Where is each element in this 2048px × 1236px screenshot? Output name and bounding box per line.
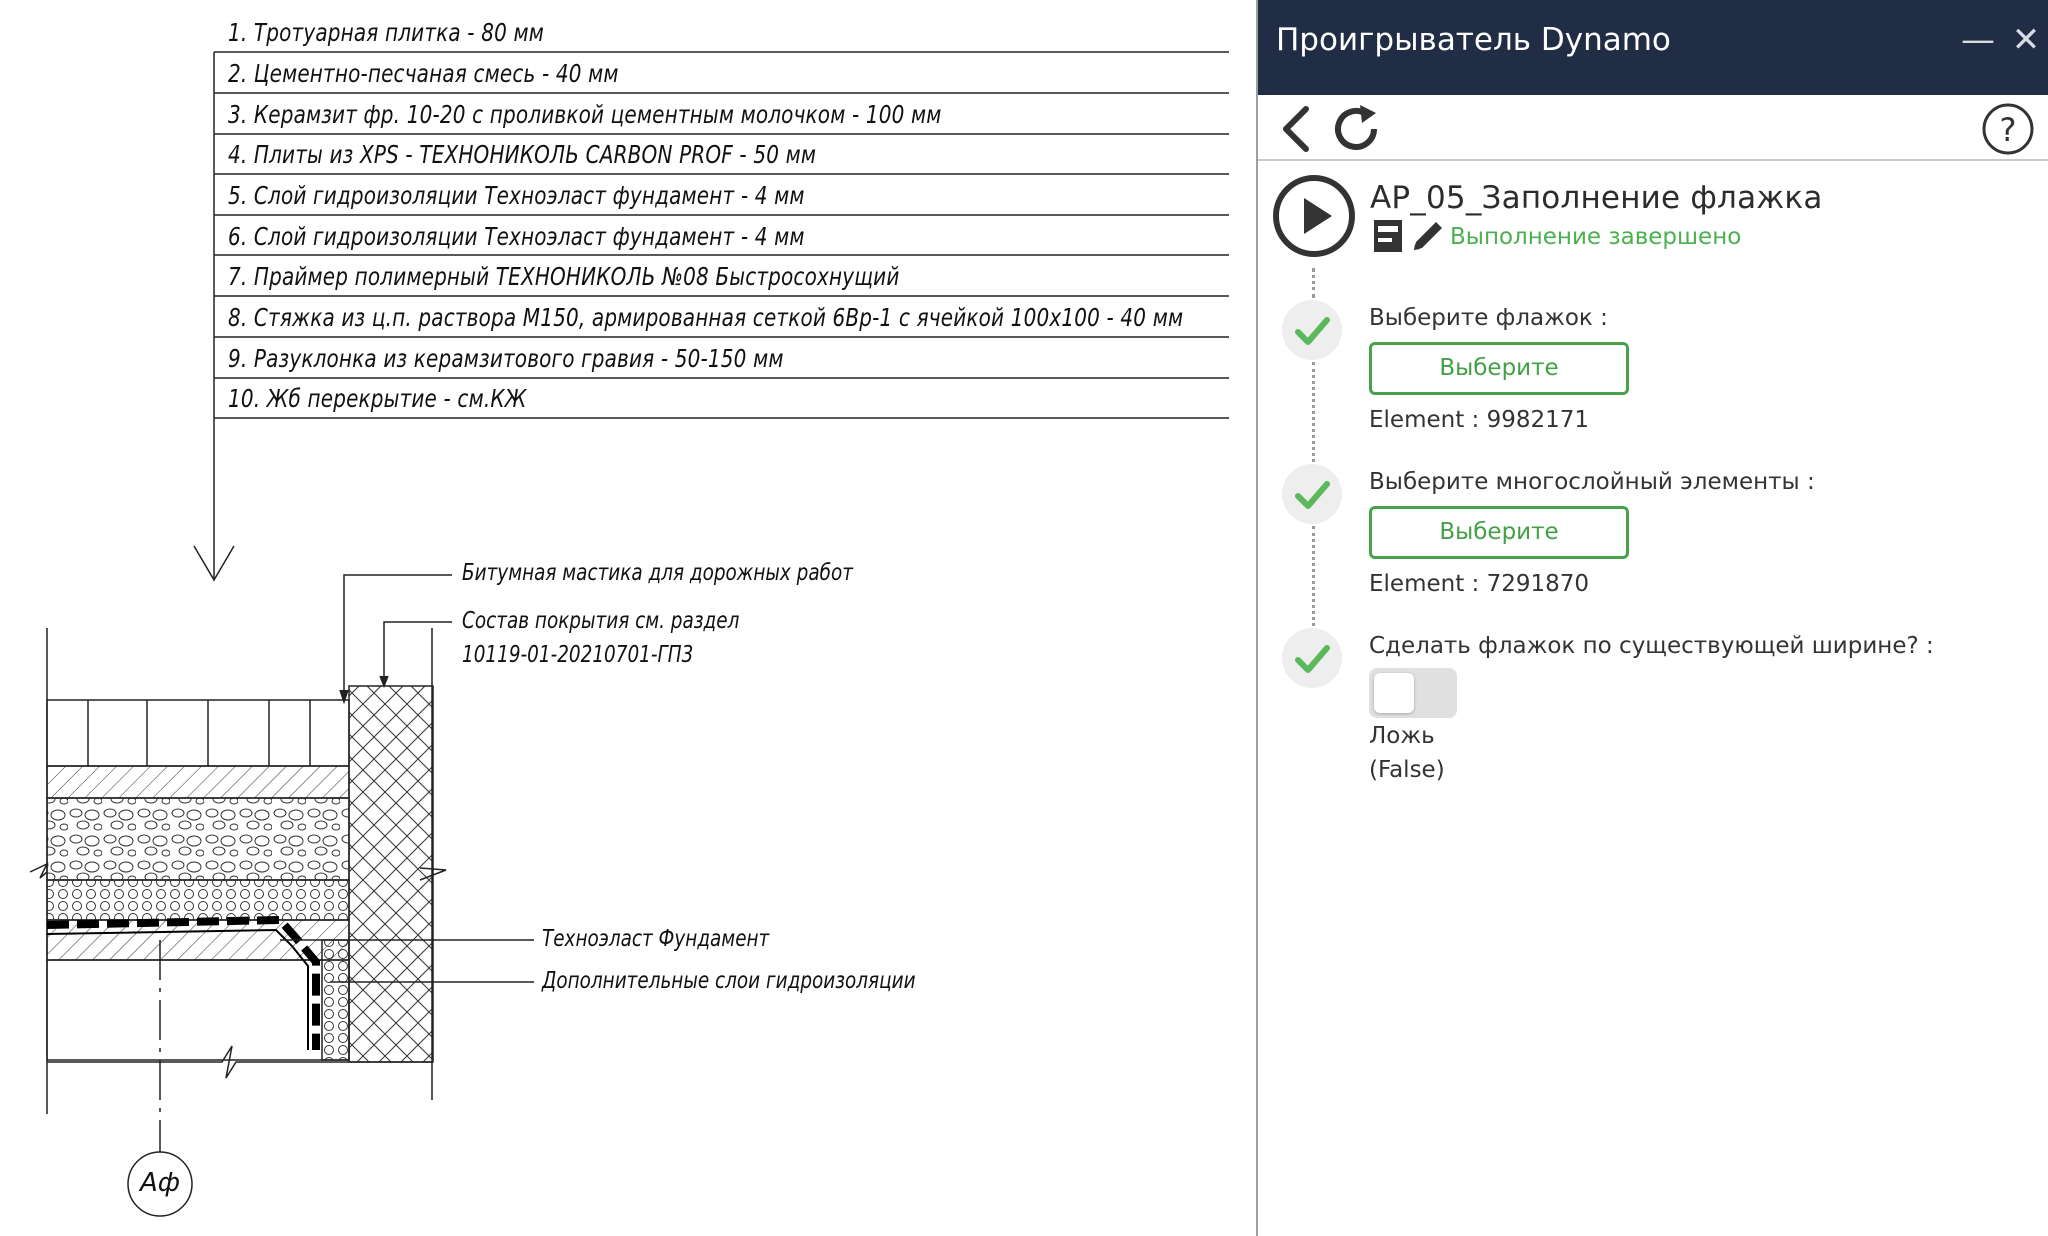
selected-flag-element: Element : 9982171 [1369, 407, 1590, 433]
play-icon[interactable] [1272, 174, 1356, 258]
legend-item: 7. Праймер полимерный ТЕХНОНИКОЛЬ №08 Быстросохнущий [228, 262, 900, 291]
edit-icon[interactable] [1410, 216, 1444, 254]
minimize-button[interactable]: — [1961, 20, 1995, 60]
script-name: AP_05_Заполнение флажка [1370, 180, 1823, 216]
script-status: Выполнение завершено [1450, 224, 1742, 250]
timeline-dots [1312, 268, 1315, 298]
axis-label: Аф [139, 1168, 180, 1198]
toggle-value-en: (False) [1369, 757, 1445, 783]
close-button[interactable]: ✕ [2011, 20, 2041, 60]
back-icon[interactable] [1270, 101, 1326, 157]
input-label-width-toggle: Сделать флажок по существующей ширине? : [1369, 633, 1934, 659]
toggle-value: Ложь [1369, 723, 1435, 749]
legend-item: 1. Тротуарная плитка - 80 мм [228, 18, 544, 47]
legend-item: 6. Слой гидроизоляции Техноэласт фундамент - 4 мм [228, 222, 805, 251]
input-label-multilayer: Выберите многослойный элементы : [1369, 469, 1815, 495]
legend-item: 10. Жб перекрытие - см.КЖ [228, 384, 527, 413]
select-flag-button[interactable]: Выберите [1369, 342, 1629, 395]
step-check [1282, 628, 1342, 688]
timeline-dots [1312, 526, 1315, 626]
script-header [1258, 170, 2048, 290]
section-detail [30, 575, 534, 1216]
svg-text:?: ? [1999, 111, 2017, 149]
save-icon [1372, 218, 1404, 254]
window-title: Проигрыватель Dynamo [1276, 22, 1671, 58]
check-icon [1282, 464, 1342, 524]
check-icon [1282, 628, 1342, 688]
callout-bitumen: Битумная мастика для дорожных работ [462, 560, 853, 586]
dynamo-player-panel [1256, 0, 2048, 1236]
toggle-knob [1374, 673, 1414, 713]
legend-item: 4. Плиты из XPS - ТЕХНОНИКОЛЬ CARBON PROF - 50 мм [228, 140, 817, 169]
step-check [1282, 464, 1342, 524]
title-bar [1258, 0, 2048, 95]
toolbar [1258, 95, 2048, 161]
help-icon[interactable] [1980, 101, 2036, 157]
legend-item: 5. Слой гидроизоляции Техноэласт фундамент - 4 мм [228, 181, 805, 210]
timeline-dots [1312, 362, 1315, 462]
refresh-icon[interactable] [1330, 101, 1386, 157]
legend-item: 3. Керамзит фр. 10-20 с проливкой цементным молочком - 100 мм [228, 100, 942, 129]
callout-technoelast: Техноэласт Фундамент [542, 926, 770, 952]
selected-multilayer-element: Element : 7291870 [1369, 571, 1590, 597]
step-check [1282, 300, 1342, 360]
callout-extra-layers: Дополнительные слои гидроизоляции [542, 968, 916, 994]
select-multilayer-button[interactable]: Выберите [1369, 506, 1629, 559]
legend-item: 2. Цементно-песчаная смесь - 40 мм [228, 59, 619, 88]
legend-item: 9. Разуклонка из керамзитового гравия - 50-150 мм [228, 344, 784, 373]
callout-coating-line1: Состав покрытия см. раздел [462, 608, 740, 634]
input-label-flag: Выберите флажок : [1369, 305, 1608, 331]
check-icon [1282, 300, 1342, 360]
legend-item: 8. Стяжка из ц.п. раствора М150, армированная сеткой 6Вр-1 с ячейкой 100х100 - 40 мм [228, 303, 1184, 332]
width-toggle[interactable] [1369, 668, 1457, 718]
callout-coating-line2: 10119-01-20210701-ГП3 [462, 642, 694, 668]
